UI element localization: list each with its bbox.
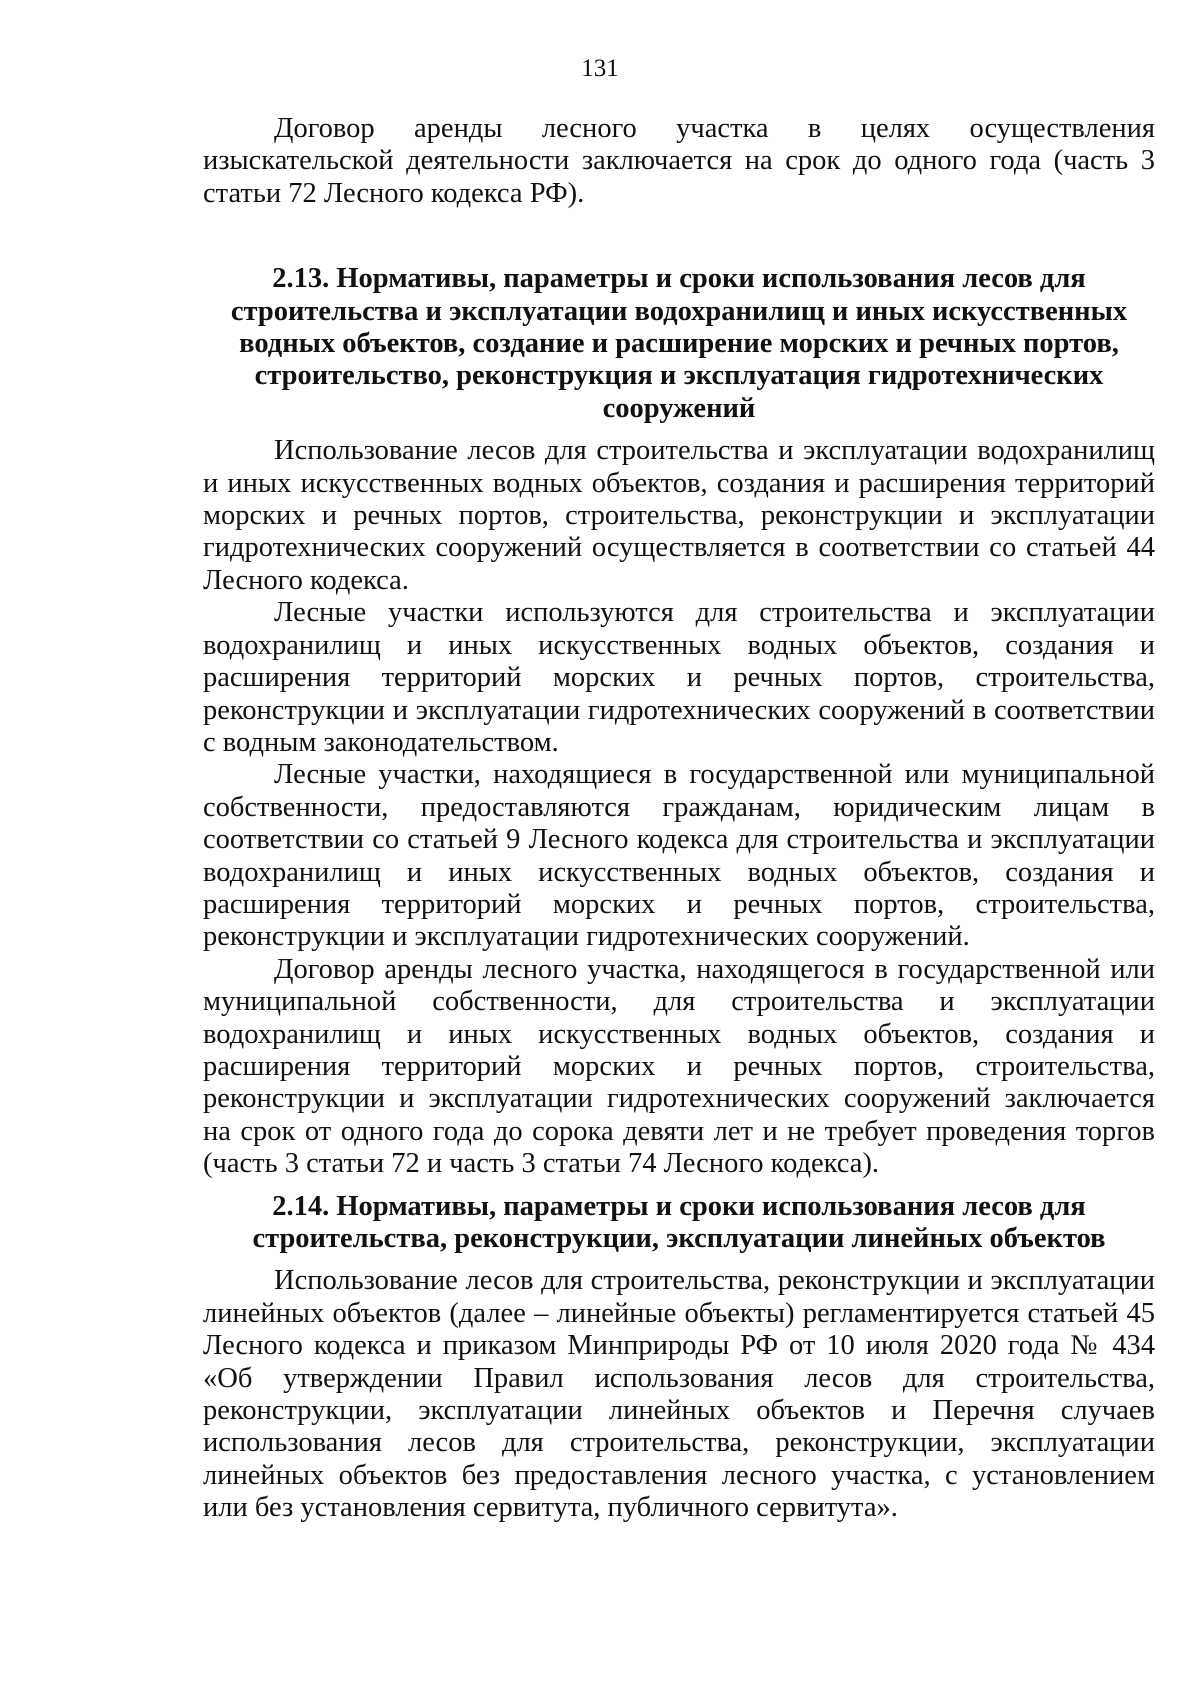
section-2-13-paragraph-4: Договор аренды лесного участка, находящегося в государственной или муниципальной собственности, для строительства и эксплуатации водохранилищ и иных искусственных водных объектов, создания и расширения территорий морских и речных портов, строительства, реконструкции и эксплуатации гидротехнических сооружений заключается на срок от одного года до сорока девяти лет и не требует проведения торгов (часть 3 статьи 72 и часть 3 статьи 74 Лесного кодекса). [203, 953, 1155, 1180]
section-2-13-paragraph-2: Лесные участки используются для строительства и эксплуатации водохранилищ и иных искусственных водных объектов, создания и расширения территорий морских и речных портов, строительства, реконструкции и эксплуатации гидротехнических сооружений в соответствии с водным законодательством. [203, 597, 1155, 758]
section-2-14-paragraph-1: Использование лесов для строительства, реконструкции и эксплуатации линейных объектов (далее – линейные объекты) регламентируется статьей 45 Лесного кодекса и приказом Минприроды РФ от 10 июля 2020 года № 434 «Об утверждении Правил использования лесов для строительства, реконструкции, эксплуатации линейных объектов и Перечня случаев использования лесов для строительства, реконструкции, эксплуатации линейных объектов без предоставления лесного участка, с установлением или без установления сервитута, публичного сервитута». [203, 1265, 1155, 1524]
document-body [203, 113, 1155, 1525]
section-2-13-paragraph-3: Лесные участки, находящиеся в государственной или муниципальной собственности, предоставляются гражданам, юридическим лицам в соответствии со статьей 9 Лесного кодекса для строительства и эксплуатации водохранилищ и иных искусственных водных объектов, создания и расширения территорий морских и речных портов, строительства, реконструкции и эксплуатации гидротехнических сооружений. [203, 759, 1155, 953]
section-2-13-paragraph-1: Использование лесов для строительства и эксплуатации водохранилищ и иных искусственных водных объектов, создания и расширения территорий морских и речных портов, строительства, реконструкции и эксплуатации гидротехнических сооружений осуществляется в соответствии со статьей 44 Лесного кодекса. [203, 435, 1155, 596]
intro-paragraph: Договор аренды лесного участка в целях осуществления изыскательской деятельности заключается на срок до одного года (часть 3 статьи 72 Лесного кодекса РФ). [203, 113, 1155, 209]
section-2-13-heading: 2.13. Нормативы, параметры и сроки использования лесов для строительства и эксплуатации водохранилищ и иных искусственных водных объектов, создание и расширение морских и речных портов, строительство, реконструкция и эксплуатация гидротехнических сооружений [230, 263, 1128, 424]
section-2-14-heading: 2.14. Нормативы, параметры и сроки использования лесов для строительства, реконструкции, эксплуатации линейных объектов [252, 1190, 1106, 1254]
page-number: 131 [581, 55, 619, 82]
